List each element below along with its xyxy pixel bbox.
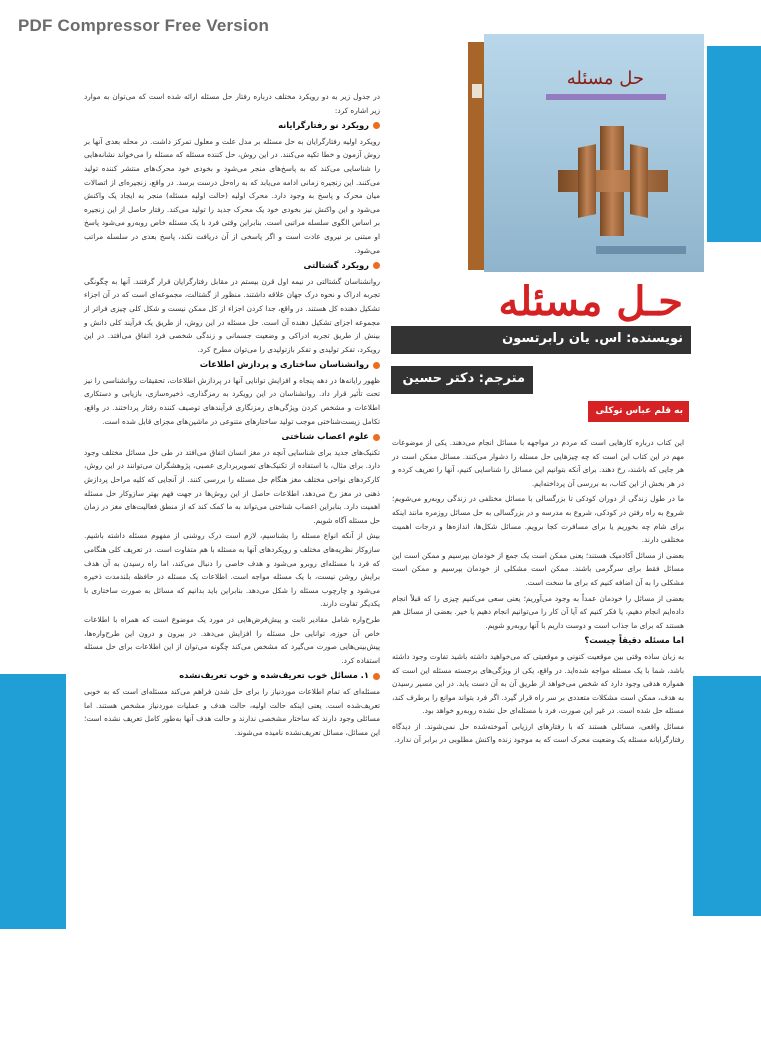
author-credit: نویسنده: اس. یان رابرتسون [391,326,691,354]
section-heading-text: علوم اعصاب شناختی [281,431,369,442]
bullet-icon [373,122,380,129]
publisher-logo [472,84,482,98]
blue-band-left [0,674,66,929]
blue-band-top [707,46,761,242]
book-cover-footer [596,246,686,254]
section-heading-text: رویکرد گشتالتی [303,260,369,271]
section-paragraph: ظهور رایانه‌ها در دهه پنجاه و افزایش توانایی آنها در پردازش اطلاعات، تحقیقات روانشناسی را نیز تحت تأثیر قرار داد. روانشناسان در این رویکرد به رمزگذاری، ذخیره‌سازی، بازیابی و دستکاری اطلاعات و مشخص کردن ویژگی‌های رمزنگاری فرآیندهای توصیف کننده رفتار پرداختند. در واقع، تکامل زیست‌شناختی موجب تولید ساختارهای متنوعی در ماشین‌های مجزای قابل شده است. [84,375,380,426]
book-cover [468,28,704,272]
bullet-icon [373,673,380,680]
body-paragraph: مسائل واقعی، مسائلی هستند که با رفتارهای ارزیابی آموخته‌شده حل نمی‌شوند. از دیدگاه رفتارگرایانه مسئله یک وضعیت محرک است که به موجود زنده واکنش مطلوبی در برابر آن ندارد. [392,721,684,745]
translator-credit: مترجم: دکتر حسین زارع [391,366,533,394]
section-heading [84,430,380,444]
subheading: اما مسئله دقیقاً چیست؟ [584,635,684,646]
left-column [84,90,380,741]
byline-badge: به قلم عباس توکلی [588,401,689,422]
section-heading-text: ۱. مسائل خوب تعریف‌شده و خوب تعریف‌نشده [179,670,369,681]
left-sections [84,119,380,739]
left-intro: در جدول زیر به دو رویکرد مختلف درباره رفتار حل مسئله ارائه شده است که می‌توان به موارد زیر اشاره کرد: [84,92,380,115]
section-heading-text: روانشناسان ساختاری و پردازش اطلاعات [199,359,369,370]
body-paragraph: این کتاب درباره کارهایی است که مردم در مواجهه با مسائل انجام می‌دهند. یکی از موضوعات مهم در این کتاب این است که چه چیزهایی حل مسئله را دشوار می‌کنند. مسائل ممکن است در هر جایی که باشند، رخ دهند. برای آنکه بتوانیم این مسائل را شناسایی کنیم، آنها را تعریف کرده و در هر بخش از این کتاب، به بررسی آن پرداخته‌ایم. [392,438,684,488]
bullet-icon [373,262,380,269]
book-front [484,34,704,272]
body-paragraph: بعضی از مسائل را خودمان عمداً به وجود می‌آوریم؛ یعنی سعی می‌کنیم چیزی را که قبلاً انجام داده‌ایم انجام دهیم، یا فکر کنیم که آیا آن کار را می‌توانیم انجام دهیم یا خیر. بعضی از مسائل هم هستند که برای ما جذاب است و دوست داریم با آنها روبه‌رو شویم. [392,593,684,630]
section-heading [84,119,380,133]
article-title: حـل مسئله [498,278,683,325]
right-paragraphs [392,436,684,747]
book-cover-subtitle-bar [546,94,666,100]
section-paragraph: رویکرد اولیه رفتارگرایان به حل مسئله بر مدل علت و معلول تمرکز داشت. در محله بعدی آنها بر روش آزمون و خطا تکیه می‌کنند. در این روش، حل کننده مسئله که مسئله را می‌خواند نشانه‌هایی را شناسایی می‌کند که به پاسخ‌های منجر می‌شود و بخودی خود محرک‌های منتشر کننده تولید می‌کنند. این زنجیره زمانی ادامه می‌یابد که به راه‌حل درست برسد. در واقع، زنجیره‌ای از اتصالات میان محرک و پاسخ به وجود دارد. محرک اولیه (حالت اولیه مسئله) منجر به ایجاد یک واکنش می‌شود و این واکنش نیز بخودی خود یک محرک جدید را تولید می‌کند. رفتار حاصل از این زنجیره بر اساس الگوی سلسله مراتبی است. بنابراین وقتی فرد با یک مسئله خاص روبه‌رو می‌شود پاسخ او مبتنی بر نیروی عادت است و اگر پاسخی از آن دریافت نکند، پاسخ بعدی در سلسله مراتب می‌شود. [84,136,380,255]
right-column [392,436,684,749]
book-spine [468,42,484,270]
section-paragraph: طرح‌واره شامل مقادیر ثابت و پیش‌فرض‌هایی در مورد یک موضوع است که همراه با اطلاعات خاص آن حوزه، توانایی حل مسئله را افزایش می‌دهد. در بیرون و درون این طرح‌واره‌ها، پیش‌بینی‌هایی صورت می‌گیرد که مشخص می‌کند چگونه می‌توان از این اطلاعات برای حل مسئله استفاده کرد. [84,614,380,665]
bullet-icon [373,434,380,441]
section-paragraph: تکنیک‌های جدید برای شناسایی آنچه در مغز انسان اتفاق می‌افتد در طی حل مسائل مختلف وجود دارد. برای مثال، با استفاده از تکنیک‌های تصویربرداری عصبی، پژوهشگران می‌توانند در این روش، کارکردهای نواحی مختلف مغز هنگام حل مسئله را بررسی کنند. از آنجایی که کلیه مراحل پردازش ذهنی در مغز رخ می‌دهد، اطلاعات حاصل از این روش‌ها در جهت فهم بهتر سازوکار حل مسئله اهمیت دارد. بنابراین اعصاب شناختی می‌تواند به ما کمک کند که از منطق فعالیت‌های مغز در زمان حل مسئله آگاه شویم. [84,447,380,525]
wooden-puzzle-image [558,126,668,236]
section-paragraph: روانشناسان گشتالتی در نیمه اول قرن بیستم در مقابل رفتارگرایان قرار گرفتند. آنها به چگونگی تجربه ادراک و نحوه درک جهان علاقه داشتند. منظور از گشتالت، مجموعه‌ای است که در آن اجزاء تشکیل دهنده کل هستند. در واقع، جدا کردن اجزاء از کل ممکن نیست و شکل کلی چیزی فراتر از مجموعه اجزای تشکیل دهنده آن است. حل مسئله در این روش، از طریق یک فرآیند کلی دانش و بینش از طریق تجربه ادراکی و وضعیت جسمانی و زندگی شخصی فرد اتفاق می‌افتد. در این رویکرد، تفکر تولیدی و تفکر بازتولیدی را می‌توان مطرح کرد. [84,276,380,354]
section-heading-text: رویکرد نو رفتارگرایانه [278,120,369,131]
body-paragraph: ما در طول زندگی از دوران کودکی تا بزرگسالی با مسائل مختلفی در زندگی روبه‌رو می‌شویم؛ شروع به راه رفتن در کودکی، شروع به مدرسه و در بزرگسالی به حل مسائل روزمره مانند اینکه برای شام چه بخوریم یا برای مسافرت کجا برویم. مسائل شکل‌ها، اندازه‌ها و درجات اهمیت مختلفی دارند. [392,494,684,545]
body-paragraph: به زبان ساده وقتی بین موقعیت کنونی و موقعیتی که می‌خواهید داشته باشید تفاوت وجود داشته باشد، شما با یک مسئله مواجه شده‌اید. در واقع، یکی از ویژگی‌های برجسته مسئله این است که همواره هدفی وجود دارد که شخص می‌خواهد از طریق آن به آن دست یابد. در این مسیر رسیدن به هدف، ممکن است مشکلات متعددی بر سر راه قرار گیرد. اگر فرد بتواند موانع را برطرف کند، مسئله حل شده است. در غیر این صورت، فرد با مسئله‌ای حل نشده روبه‌رو خواهد بود. [392,651,684,716]
bullet-icon [373,362,380,369]
book-cover-title: حل مسئله [566,68,644,89]
section-paragraph: مسئله‌ای که تمام اطلاعات موردنیاز را برای حل شدن فراهم می‌کند مسئله‌ای است که به خوبی تعریف‌شده است. یعنی اینکه حالت اولیه، حالت هدف و عملیات موردنیاز مشخص هستند. اما مسائلی وجود دارند که ساختار مشخصی ندارند و حالت هدف آنها به‌طور کامل تعریف نشده است؛ این مسائل، مسائل تعریف‌نشده نامیده می‌شوند. [84,686,380,737]
blue-band-right [693,676,761,916]
section-heading [84,358,380,372]
body-paragraph: بعضی از مسائل آکادمیک هستند؛ یعنی ممکن است یک جمع از خودمان بپرسیم و ممکن است این مسائل فقط برای سرگرمی باشند. ممکن است مشکلی از خودمان بپرسیم و ممکن است مشکلی را به آن اضافه کنیم که برای ما سخت است. [392,550,684,587]
section-heading [84,669,380,683]
section-paragraph: بیش از آنکه انواع مسئله را بشناسیم، لازم است درک روشنی از مفهوم مسئله داشته باشیم. سازوکار نظریه‌های مختلف و رویکردهای آنها به مسئله با هم متفاوت است. در تعریف کلی هنگامی که فرد با مسئله‌ای روبرو می‌شود و هدف خاصی را دنبال می‌کند، اما راه رسیدن به آن هدف برایش روشن نیست، با یک مسئله مواجه است. اطلاعات یک مسئله در حافظه بلندمدت ذخیره می‌شود و چارچوب مسئله را شکل می‌دهد. بنابراین باید بدانیم که مسائل به صورت ساختاری با یکدیگر تفاوت دارند. [84,531,380,609]
section-heading [84,259,380,273]
watermark: PDF Compressor Free Version [18,16,270,35]
